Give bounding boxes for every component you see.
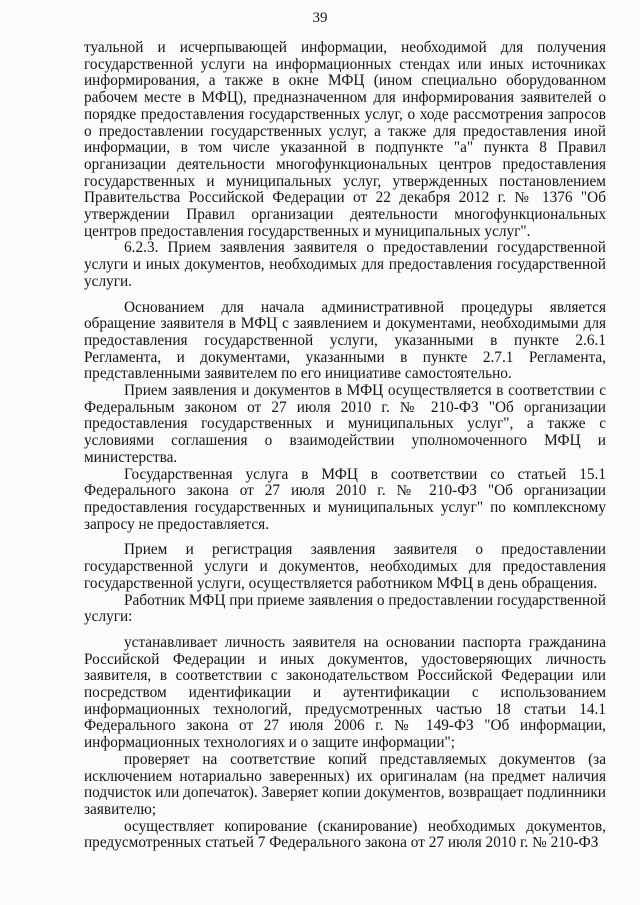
page-number: 39 <box>312 10 328 26</box>
paragraph-section-heading: 6.2.3. Прием заявления заявителя о предоставлении государственной услуги и иных документов, необходимых для предоставления государственной услуги. <box>84 239 606 290</box>
paragraph: Работник МФЦ при приеме заявления о предоставлении государственной услуги: <box>84 591 606 626</box>
paragraph: Государственная услуга в МФЦ в соответствии со статьей 15.1 Федерального закона от 27 июля 2010 г. № 210-ФЗ "Об организации предоставления государственных и муниципальных услуг" по комплексному запросу не предоставляется. <box>84 465 606 533</box>
list-item: устанавливает личность заявителя на основании паспорта гражданина Российской Федерации и иных документов, удостоверяющих личность заявителя, в соответствии с законодательством Российской Федерации или посредством идентификации и аутентификации с использованием информационных технологий, предусмотренных частью 18 статьи 14.1 Федерального закона от 27 июля 2006 г. № 149-ФЗ "Об информации, информационных технологиях и о защите информации"; <box>84 633 606 752</box>
document-body <box>84 40 606 852</box>
paragraph: Основанием для начала административной процедуры является обращение заявителя в МФЦ с заявлением и документами, необходимыми для предоставления государственной услуги, указанными в пункте 2.6.1 Регламента, и документами, указанными в пункте 2.7.1 Регламента, представленными заявителем по его инициативе самостоятельно. <box>84 298 606 383</box>
list-item: осуществляет копирование (сканирование) необходимых документов, предусмотренных статьей 7 Федерального закона от 27 июля 2010 г. № 210-ФЗ <box>84 817 606 852</box>
paragraph: Прием и регистрация заявления заявителя о предоставлении государственной услуги и документов, необходимых для предоставления государственной услуги, осуществляется работником МФЦ в день обращения. <box>84 541 606 592</box>
paragraph-continuation: туальной и исчерпывающей информации, необходимой для получения государственной услуги на информационных стендах или иных источниках информирования, а также в окне МФЦ (ином специально оборудованном рабочем месте в МФЦ), предназначенном для информирования заявителей о порядке предоставления государственных услуг, о ходе рассмотрения запросов о предоставлении государственных услуг, а также для предоставления иной информации, в том числе указанной в подпункте "а" пункта 8 Правил организации деятельности многофункциональных центров предоставления государственных и муниципальных услуг, утвержденных постановлением Правительства Российской Федерации от 22 декабря 2012 г. № 1376 "Об утверждении Правил организации деятельности многофункциональных центров предоставления государственных и муниципальных услуг". <box>84 39 606 240</box>
paragraph: Прием заявления и документов в МФЦ осуществляется в соответствии с Федеральным законом от 27 июля 2010 г. № 210-ФЗ "Об организации предоставления государственных и муниципальных услуг", а также с условиями соглашения о взаимодействии уполномоченного МФЦ и министерства. <box>84 382 606 466</box>
list-item: проверяет на соответствие копий представляемых документов (за исключением нотариально заверенных) их оригиналам (на предмет наличия подчисток или допечаток). Заверяет копии документов, возвращает подлинники заявителю; <box>84 750 606 818</box>
